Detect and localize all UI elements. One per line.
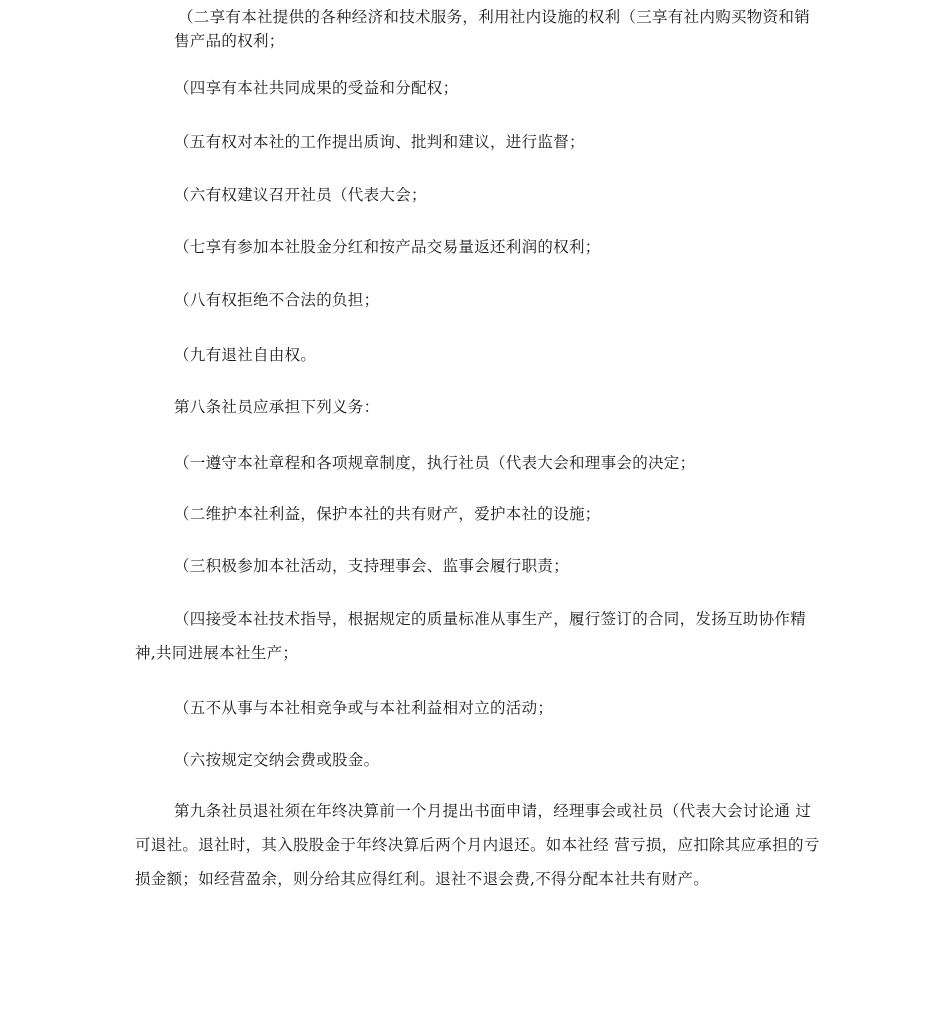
right-item-8: （八有权拒绝不合法的负担； bbox=[174, 291, 380, 309]
duty-item-6: （六按规定交纳会费或股金。 bbox=[174, 751, 380, 769]
duty-item-3: （三积极参加本社活动，支持理事会、监事会履行职责； bbox=[174, 557, 570, 575]
duty-item-4: （四接受本社技术指导，根据规定的质量标准从事生产，履行签订的合同，发扬互助协作精神,共同进展本社生产； bbox=[135, 610, 807, 662]
right-item-2-3: （二享有本社提供的各种经济和技术服务，利用社内设施的权利（三享有社内购买物资和销售产品的权利； bbox=[174, 8, 811, 50]
duty-item-5: （五不从事与本社相竞争或与本社利益相对立的活动； bbox=[174, 699, 554, 717]
article-8-heading: 第八条社员应承担下列义务： bbox=[174, 398, 380, 416]
duty-item-1: （一遵守本社章程和各项规章制度，执行社员（代表大会和理事会的决定； bbox=[174, 454, 696, 472]
article-9: 第九条社员退社须在年终决算前一个月提出书面申请，经理事会或社员（代表大会讨论通 过可退社。退社时，其入股股金于年终决算后两个月内退还。如本社经 营亏损，应扣除其应承担的亏损金额；如经营盈余，则分给其应得红利。退社不退会费,不得分配本社共有财产。 bbox=[135, 802, 820, 888]
right-item-6: （六有权建议召开社员（代表大会； bbox=[174, 186, 427, 204]
right-item-9: （九有退社自由权。 bbox=[174, 346, 317, 364]
right-item-7: （七享有参加本社股金分红和按产品交易量返还利润的权利； bbox=[174, 238, 601, 256]
duty-item-2: （二维护本社利益，保护本社的共有财产，爱护本社的设施； bbox=[174, 505, 601, 523]
right-item-4: （四享有本社共同成果的受益和分配权； bbox=[174, 79, 459, 97]
right-item-5: （五有权对本社的工作提出质询、批判和建议，进行监督； bbox=[174, 133, 585, 151]
